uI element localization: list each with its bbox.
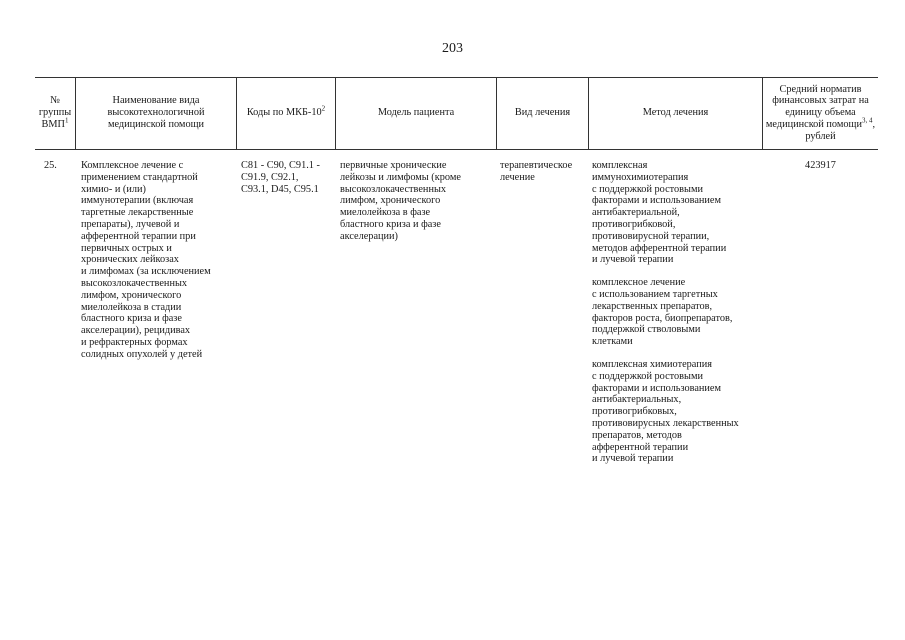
- header-codes-text: Коды по МКБ-10: [246, 107, 322, 119]
- model-line: лейкозы и лимфомы (кроме: [340, 171, 461, 183]
- model-line: бластного криза и фазе: [340, 218, 441, 230]
- method-line: антибактериальной,: [592, 207, 680, 219]
- name-line: Комплексное лечение с: [81, 160, 184, 171]
- model-line: миелолейкоза в фазе: [340, 207, 431, 219]
- code-line: C91.9, C92.1,: [241, 171, 299, 183]
- method-line: с поддержкой ростовыми: [592, 370, 703, 382]
- row-treatment-type: [500, 160, 588, 184]
- method-line: антибактериальных,: [592, 394, 682, 406]
- name-line: химио- и (или): [81, 183, 146, 195]
- header-cost-text: Средний норматив финансовых затрат на единицу объема медицинской помощи: [765, 83, 869, 130]
- method-line: иммунохимиотерапия: [592, 171, 689, 183]
- header-name: [76, 77, 236, 149]
- method-block: [592, 359, 762, 465]
- type-line: терапевтическое: [500, 160, 573, 171]
- type-line: лечение: [500, 171, 535, 183]
- header-cost: [763, 77, 878, 149]
- header-group-no: [35, 77, 75, 149]
- row-name: [81, 160, 236, 361]
- header-name-text: Наименование вида высокотехнологичной медицинской помощи: [107, 95, 205, 130]
- name-line: высокозлокачественных: [81, 277, 188, 289]
- code-line: C93.1, D45, C95.1: [241, 183, 319, 195]
- header-method: [589, 77, 762, 149]
- model-line: первичные хронические: [340, 160, 447, 171]
- method-line: противовирусных лекарственных: [592, 417, 739, 429]
- method-line: и лучевой терапии: [592, 254, 674, 266]
- name-line: солидных опухолей у детей: [81, 348, 203, 360]
- method-line: факторами и использованием: [592, 195, 722, 207]
- name-line: таргетные лекарственные: [81, 207, 194, 219]
- name-line: и лимфомах (за исключением: [81, 266, 211, 278]
- method-line: препаратов, методов: [592, 429, 682, 441]
- method-line: комплексная химиотерапия: [592, 358, 712, 370]
- method-line: противовирусной терапии,: [592, 230, 710, 242]
- method-block: [592, 160, 762, 266]
- method-line: с поддержкой ростовыми: [592, 183, 703, 195]
- footnote-ref: 3, 4: [862, 116, 873, 125]
- model-line: акселерации): [340, 230, 398, 242]
- name-line: лимфом, хронического: [81, 289, 182, 301]
- name-line: иммунотерапии (включая: [81, 195, 194, 207]
- header-group-no-text: № группы ВМП: [38, 95, 72, 130]
- method-line: афферентной терапии: [592, 441, 689, 453]
- row-codes: [241, 160, 335, 195]
- header-method-text: Метод лечения: [642, 107, 709, 119]
- header-codes: [237, 77, 335, 149]
- name-line: акселерации), рецидивах: [81, 325, 191, 337]
- header-bottom-rule: [35, 149, 878, 150]
- method-line: клетками: [592, 336, 633, 348]
- row-group-no: 25.: [44, 160, 57, 171]
- method-line: комплексная: [592, 160, 648, 171]
- name-line: и рефрактерных формах: [81, 336, 188, 348]
- header-cost-suffix: , рублей: [805, 118, 876, 142]
- method-line: лекарственных препаратов,: [592, 300, 713, 312]
- model-line: лимфом, хронического: [340, 195, 441, 207]
- row-cost: 423917: [805, 160, 836, 171]
- footnote-ref: 2: [321, 104, 326, 113]
- name-line: применением стандартной: [81, 171, 198, 183]
- header-model: [336, 77, 496, 149]
- method-line: противогрибковых,: [592, 406, 677, 418]
- method-line: факторами и использованием: [592, 382, 722, 394]
- code-line: C81 - C90, C91.1 -: [241, 160, 320, 171]
- row-treatment-methods: [592, 160, 762, 476]
- name-line: хронических лейкозах: [81, 254, 179, 266]
- method-line: и лучевой терапии: [592, 453, 674, 465]
- header-model-text: Модель пациента: [377, 107, 455, 119]
- method-line: факторов роста, биопрепаратов,: [592, 312, 733, 324]
- header-type-text: Вид лечения: [514, 107, 571, 119]
- footnote-ref: 1: [64, 116, 69, 125]
- name-line: первичных острых и: [81, 242, 172, 254]
- name-line: бластного криза и фазе: [81, 313, 182, 325]
- row-patient-model: [340, 160, 496, 243]
- method-line: противогрибковой,: [592, 218, 676, 230]
- method-line: с использованием таргетных: [592, 288, 718, 300]
- method-line: методов афферентной терапии: [592, 242, 727, 254]
- method-line: комплексное лечение: [592, 277, 686, 289]
- method-line: поддержкой стволовыми: [592, 324, 701, 336]
- name-line: афферентной терапии при: [81, 230, 196, 242]
- method-block: [592, 277, 762, 348]
- header-type: [497, 77, 588, 149]
- model-line: высокозлокачественных: [340, 183, 447, 195]
- page-number: 203: [442, 41, 463, 56]
- name-line: миелолейкоза в стадии: [81, 301, 182, 313]
- name-line: препараты), лучевой и: [81, 218, 180, 230]
